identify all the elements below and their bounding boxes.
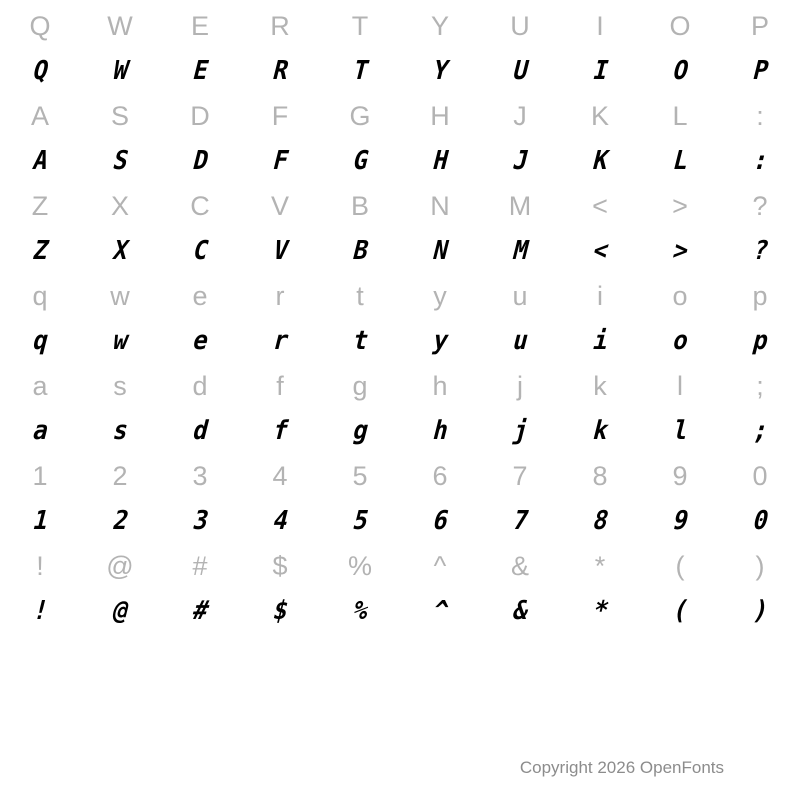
reference-glyph: 7 bbox=[512, 460, 528, 491]
reference-glyph: e bbox=[192, 280, 208, 311]
reference-glyph: S bbox=[110, 100, 129, 131]
specimen-glyph: 2 bbox=[109, 506, 131, 536]
specimen-glyph: # bbox=[189, 596, 211, 626]
reference-glyph: * bbox=[594, 550, 606, 581]
reference-glyph: 1 bbox=[32, 460, 48, 491]
reference-row bbox=[0, 364, 800, 408]
specimen-glyph: 9 bbox=[669, 506, 691, 536]
specimen-glyph: 8 bbox=[589, 506, 611, 536]
specimen-glyph: @ bbox=[109, 596, 131, 626]
specimen-glyph: F bbox=[269, 146, 291, 176]
specimen-row-block bbox=[0, 94, 800, 184]
specimen-row bbox=[0, 228, 800, 274]
reference-glyph: Z bbox=[31, 190, 49, 221]
reference-glyph: W bbox=[107, 10, 133, 41]
reference-glyph: ( bbox=[675, 550, 685, 581]
specimen-glyph: 7 bbox=[509, 506, 531, 536]
specimen-row bbox=[0, 408, 800, 454]
specimen-glyph: O bbox=[669, 56, 691, 86]
reference-glyph: E bbox=[190, 10, 209, 41]
specimen-glyph: G bbox=[349, 146, 371, 176]
specimen-glyph: B bbox=[349, 236, 371, 266]
specimen-glyph: M bbox=[509, 236, 531, 266]
specimen-glyph: i bbox=[589, 326, 611, 356]
specimen-glyph: W bbox=[109, 56, 131, 86]
specimen-glyph: E bbox=[189, 56, 211, 86]
specimen-glyph: R bbox=[269, 56, 291, 86]
specimen-glyph: K bbox=[589, 146, 611, 176]
reference-glyph: # bbox=[192, 550, 208, 581]
reference-glyph: R bbox=[270, 10, 290, 41]
reference-glyph: V bbox=[270, 190, 289, 221]
specimen-glyph: d bbox=[189, 416, 211, 446]
reference-glyph: 2 bbox=[112, 460, 128, 491]
specimen-glyph: P bbox=[749, 56, 771, 86]
reference-row bbox=[0, 184, 800, 228]
specimen-glyph: ! bbox=[29, 596, 51, 626]
reference-glyph: & bbox=[510, 550, 529, 581]
specimen-glyph: y bbox=[429, 326, 451, 356]
specimen-glyph: Q bbox=[29, 56, 51, 86]
specimen-glyph: f bbox=[269, 416, 291, 446]
specimen-glyph: k bbox=[589, 416, 611, 446]
specimen-glyph: Z bbox=[29, 236, 51, 266]
specimen-glyph: * bbox=[589, 596, 611, 626]
specimen-glyph: U bbox=[509, 56, 531, 86]
specimen-row-block bbox=[0, 544, 800, 634]
reference-glyph: A bbox=[30, 100, 49, 131]
reference-row bbox=[0, 544, 800, 588]
specimen-glyph: ; bbox=[749, 416, 771, 446]
reference-glyph: M bbox=[508, 190, 532, 221]
reference-glyph: d bbox=[192, 370, 208, 401]
specimen-glyph: w bbox=[109, 326, 131, 356]
reference-glyph: a bbox=[32, 370, 48, 401]
reference-glyph: w bbox=[110, 280, 130, 311]
specimen-glyph: a bbox=[29, 416, 51, 446]
reference-glyph: f bbox=[276, 370, 284, 401]
specimen-glyph: J bbox=[509, 146, 531, 176]
reference-glyph: y bbox=[433, 280, 447, 311]
specimen-row bbox=[0, 318, 800, 364]
reference-glyph: F bbox=[271, 100, 289, 131]
reference-glyph: s bbox=[113, 370, 127, 401]
reference-glyph: D bbox=[190, 100, 210, 131]
reference-glyph: C bbox=[190, 190, 210, 221]
specimen-row bbox=[0, 138, 800, 184]
reference-glyph: I bbox=[596, 10, 604, 41]
specimen-glyph: 6 bbox=[429, 506, 451, 536]
specimen-glyph: C bbox=[189, 236, 211, 266]
specimen-glyph: ( bbox=[669, 596, 691, 626]
specimen-glyph: H bbox=[429, 146, 451, 176]
specimen-glyph: 5 bbox=[349, 506, 371, 536]
reference-glyph: 6 bbox=[432, 460, 448, 491]
specimen-glyph: t bbox=[349, 326, 371, 356]
reference-glyph: 9 bbox=[672, 460, 688, 491]
reference-row bbox=[0, 274, 800, 318]
reference-glyph: l bbox=[677, 370, 683, 401]
reference-glyph: 5 bbox=[352, 460, 368, 491]
reference-glyph: o bbox=[672, 280, 688, 311]
specimen-glyph: s bbox=[109, 416, 131, 446]
specimen-row bbox=[0, 498, 800, 544]
specimen-glyph: L bbox=[669, 146, 691, 176]
reference-glyph: % bbox=[347, 550, 372, 581]
specimen-glyph: j bbox=[509, 416, 531, 446]
specimen-row bbox=[0, 48, 800, 94]
reference-glyph: t bbox=[356, 280, 364, 311]
specimen-glyph: & bbox=[509, 596, 531, 626]
reference-glyph: H bbox=[430, 100, 450, 131]
reference-glyph: 4 bbox=[272, 460, 288, 491]
reference-glyph: h bbox=[432, 370, 448, 401]
specimen-glyph: T bbox=[349, 56, 371, 86]
specimen-glyph: ? bbox=[749, 236, 771, 266]
specimen-row-block bbox=[0, 454, 800, 544]
reference-glyph: K bbox=[590, 100, 609, 131]
reference-glyph: 8 bbox=[592, 460, 608, 491]
reference-glyph: X bbox=[110, 190, 129, 221]
specimen-glyph: < bbox=[589, 236, 611, 266]
specimen-glyph: D bbox=[189, 146, 211, 176]
specimen-glyph: 4 bbox=[269, 506, 291, 536]
reference-glyph: p bbox=[752, 280, 768, 311]
reference-glyph: O bbox=[669, 10, 691, 41]
specimen-row-block bbox=[0, 274, 800, 364]
reference-glyph: L bbox=[672, 100, 688, 131]
specimen-glyph: p bbox=[749, 326, 771, 356]
reference-row bbox=[0, 454, 800, 498]
specimen-glyph: A bbox=[29, 146, 51, 176]
reference-glyph: Y bbox=[430, 10, 449, 41]
specimen-glyph: r bbox=[269, 326, 291, 356]
reference-glyph: ; bbox=[756, 370, 764, 401]
reference-glyph: q bbox=[32, 280, 48, 311]
specimen-glyph: 1 bbox=[29, 506, 51, 536]
reference-glyph: ) bbox=[755, 550, 765, 581]
specimen-glyph: o bbox=[669, 326, 691, 356]
copyright-notice: Copyright 2026 OpenFonts bbox=[519, 758, 724, 777]
reference-glyph: u bbox=[512, 280, 528, 311]
reference-glyph: : bbox=[756, 100, 764, 131]
specimen-glyph: : bbox=[749, 146, 771, 176]
specimen-glyph: > bbox=[669, 236, 691, 266]
specimen-glyph: ) bbox=[749, 596, 771, 626]
specimen-glyph: S bbox=[109, 146, 131, 176]
reference-glyph: @ bbox=[106, 550, 134, 581]
specimen-glyph: N bbox=[429, 236, 451, 266]
reference-glyph: g bbox=[352, 370, 368, 401]
specimen-glyph: h bbox=[429, 416, 451, 446]
reference-glyph: 0 bbox=[752, 460, 768, 491]
specimen-glyph: $ bbox=[269, 596, 291, 626]
specimen-glyph: X bbox=[109, 236, 131, 266]
reference-glyph: $ bbox=[272, 550, 288, 581]
reference-glyph: r bbox=[275, 280, 285, 311]
specimen-row bbox=[0, 588, 800, 634]
reference-glyph: J bbox=[513, 100, 527, 131]
reference-row bbox=[0, 94, 800, 138]
reference-glyph: < bbox=[592, 190, 608, 221]
specimen-glyph: 3 bbox=[189, 506, 211, 536]
reference-glyph: i bbox=[597, 280, 603, 311]
specimen-row-block bbox=[0, 364, 800, 454]
specimen-row-block bbox=[0, 4, 800, 94]
specimen-glyph: I bbox=[589, 56, 611, 86]
reference-glyph: ! bbox=[36, 550, 44, 581]
reference-glyph: ^ bbox=[433, 550, 447, 581]
specimen-glyph: 0 bbox=[749, 506, 771, 536]
reference-glyph: > bbox=[672, 190, 688, 221]
specimen-glyph: u bbox=[509, 326, 531, 356]
specimen-glyph: g bbox=[349, 416, 371, 446]
reference-glyph: N bbox=[430, 190, 450, 221]
reference-glyph: U bbox=[510, 10, 530, 41]
specimen-glyph: ^ bbox=[429, 596, 451, 626]
specimen-glyph: l bbox=[669, 416, 691, 446]
reference-glyph: j bbox=[517, 370, 523, 401]
specimen-glyph: V bbox=[269, 236, 291, 266]
reference-glyph: Q bbox=[29, 10, 51, 41]
reference-glyph: P bbox=[750, 10, 769, 41]
reference-glyph: G bbox=[349, 100, 371, 131]
reference-glyph: k bbox=[593, 370, 607, 401]
specimen-row-block bbox=[0, 184, 800, 274]
specimen-glyph: q bbox=[29, 326, 51, 356]
reference-row bbox=[0, 4, 800, 48]
reference-glyph: ? bbox=[752, 190, 768, 221]
specimen-glyph: e bbox=[189, 326, 211, 356]
reference-glyph: 3 bbox=[192, 460, 208, 491]
specimen-glyph: Y bbox=[429, 56, 451, 86]
reference-glyph: B bbox=[350, 190, 369, 221]
specimen-glyph: % bbox=[349, 596, 371, 626]
reference-glyph: T bbox=[351, 10, 369, 41]
